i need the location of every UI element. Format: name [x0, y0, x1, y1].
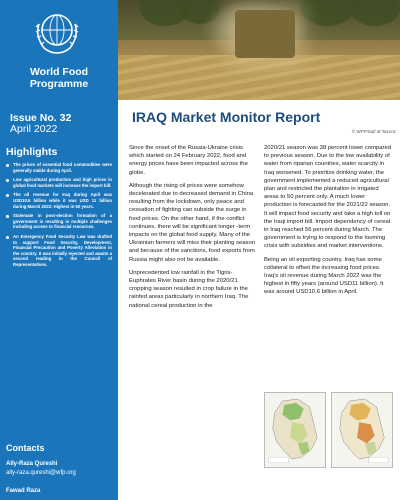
- paragraph: Being an oil exporting country, Iraq has some collateral to offset the increasing food prices. Iraq's oil revenue during March 2022 was the highest in fifty years (around USD11 billion). It was around USD10.6 billion in April.: [264, 256, 384, 296]
- org-name-line2: Programme: [29, 78, 89, 90]
- highlights-list: [6, 162, 112, 272]
- iraq-map-left: [264, 392, 326, 468]
- highlight-item: The oil revenue for Iraq during April was USD10.5 billion while it was USD 11 billion during March 2022: Highest in 50 years.: [6, 192, 112, 209]
- wfp-emblem-icon: [30, 6, 84, 56]
- contact-name: Ally-Raza Qureshi: [6, 461, 58, 467]
- org-name-line1: World Food: [29, 66, 89, 78]
- photo-credit: © WFP/Saif al-Tazooz: [351, 129, 396, 134]
- paragraph: Since the onset of the Russia-Ukraine crisis which started on 24 February 2022, food and energy prices have been impacted across the globe.: [129, 145, 248, 176]
- issue-date: April 2022: [10, 123, 58, 135]
- report-title: IRAQ Market Monitor Report: [132, 109, 321, 125]
- body-column-1: [129, 144, 257, 315]
- highlight-item: Low agricultural production and high prices in global food markets will increase the import bill.: [6, 177, 112, 188]
- highlight-item: Stalemate in post-election formation of a government is resulting in multiple challenges including access to financial resources.: [6, 213, 112, 230]
- contact-name: Fawad Raza: [6, 488, 41, 494]
- contacts-heading: Contacts: [6, 443, 45, 453]
- highlight-item: An Emergency Food Security Law was drafted to support Food Security, Development, Financial Precaution and Poverty Alleviation in the country. It was initially rejected and awaits a second reading in the Council of Representatives.: [6, 234, 112, 268]
- wfp-logo: [0, 0, 118, 100]
- issue-number: Issue No. 32: [10, 112, 72, 124]
- paragraph: Although the rising oil prices were somehow decelerated due to decreased demand in China resulting from the lockdown, only peace and cessation of fighting can subside the surge in food prices. On the other hand, if the conflict continues, there will be significant longer -term impacts on the global food supply. Many of the Ukrainian farmers will miss their planting season and because of the sanctions, food exports from Russia might also not be available.: [129, 182, 256, 263]
- combine-harvester-image: [235, 10, 295, 58]
- paragraph: 2020/21 season was 38 percent lower compared to previous season. Due to the low availability of water from riparian countries, water scarcity in Iraq worsened. To prioritize drinking water, the government implemented a reduced agricultural plan and restricted the plantation in irrigated areas to 50 percent only. A much lower production is forecasted for the 2021/22 season. It will impact food security and take a high toll on the Iraqi import bill. Import dependency of cereal in Iraq reached 56 percent during March. The government is trying to respond to the looming crisis with subsidies and market interventions.: [264, 145, 392, 250]
- iraq-map-right: [331, 392, 393, 468]
- paragraph: Unprecedented low rainfall in the Tigris-Euphrates River basin during the 2020/21 cropping season resulted in crop failure in the rainfed areas particularly in northern Iraq. The national cereal production in the: [129, 269, 249, 309]
- highlights-heading: Highlights: [6, 146, 58, 158]
- contact-email-link[interactable]: ally-raza.qureshi@wfp.org: [6, 470, 76, 476]
- highlight-item: The prices of essential food commodities were generally stable during April.: [6, 162, 112, 173]
- body-column-2: [264, 144, 392, 302]
